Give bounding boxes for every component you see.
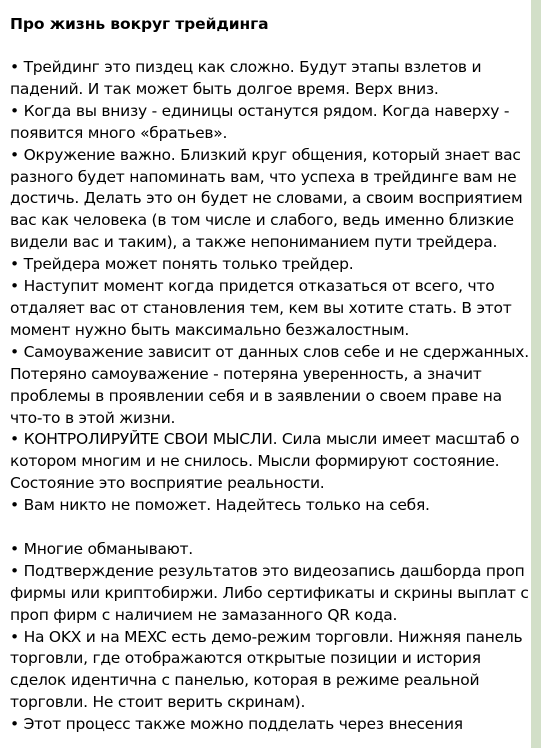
message-line: • КОНТРОЛИРУЙТЕ СВОИ МЫСЛИ. Сила мысли имеет масштаб о <box>10 430 520 449</box>
message-line: • Наступит момент когда придется отказаться от всего, что <box>10 277 495 296</box>
message-line: видели вас и таким), а также непониманием пути трейдера. <box>10 233 498 252</box>
message-line: проп фирм с наличием не замазанного QR кода. <box>10 605 398 624</box>
message-line: падений. И так может быть долгое время. Верх вниз. <box>10 79 439 98</box>
message-line: • Трейдера может понять только трейдер. <box>10 255 354 274</box>
message-line: момент нужно быть максимально безжалостным. <box>10 320 410 339</box>
blank-line <box>10 517 523 539</box>
message-body <box>10 57 529 736</box>
message-line: сделок идентична с панелью, которая в режиме реальной <box>10 671 480 690</box>
message-line: что-то в этой жизни. <box>10 408 176 427</box>
message-line: • Окружение важно. Близкий круг общения, который знает вас <box>10 145 521 164</box>
message-line: разного будет напоминать вам, что успеха в трейдинге вам не <box>10 167 517 186</box>
message-line: котором многим и не снилось. Мысли формируют состояние. <box>10 452 500 471</box>
chat-background-strip <box>531 0 541 748</box>
message-title: Про жизнь вокруг трейдинга <box>10 15 269 33</box>
message-line: • Многие обманывают. <box>10 539 193 558</box>
message-line: • Подтверждение результатов это видеозапись дашборда проп <box>10 561 525 580</box>
message-line: вас как человека (в том числе и слабого, ведь именно близкие <box>10 211 514 230</box>
message-line: появится много «братьев». <box>10 123 228 142</box>
message-line: достичь. Делать это он будет не словами, а своим восприятием <box>10 189 523 208</box>
message-line: торговли, где отображаются открытые позиции и история <box>10 649 481 668</box>
message-line: Состояние это восприятие реальности. <box>10 474 325 493</box>
message-line: • На OKX и на MEXC есть демо-режим торговли. Нижняя панель <box>10 627 523 646</box>
message-line: Потеряно самоуважение - потеряна уверенность, а значит <box>10 364 482 383</box>
message-line: фирмы или криптобиржи. Либо сертификаты и скрины выплат с <box>10 583 529 602</box>
message-line: • Когда вы внизу - единицы останутся рядом. Когда наверху - <box>10 101 510 120</box>
message-line: • Этот процесс также можно подделать через внесения <box>10 715 463 734</box>
message-line: отдаляет вас от становления тем, кем вы хотите стать. В этот <box>10 298 512 317</box>
message-line: • Трейдинг это пиздец как сложно. Будут этапы взлетов и <box>10 58 482 76</box>
message-line: проблемы в проявлении себя и в заявлении о своем праве на <box>10 386 502 405</box>
message-line: • Самоуважение зависит от данных слов себе и не сдержанных. <box>10 342 529 361</box>
message-line: • Вам никто не поможет. Надейтесь только на себя. <box>10 496 430 515</box>
message-line: торговли. Не стоит верить скринам). <box>10 693 306 712</box>
